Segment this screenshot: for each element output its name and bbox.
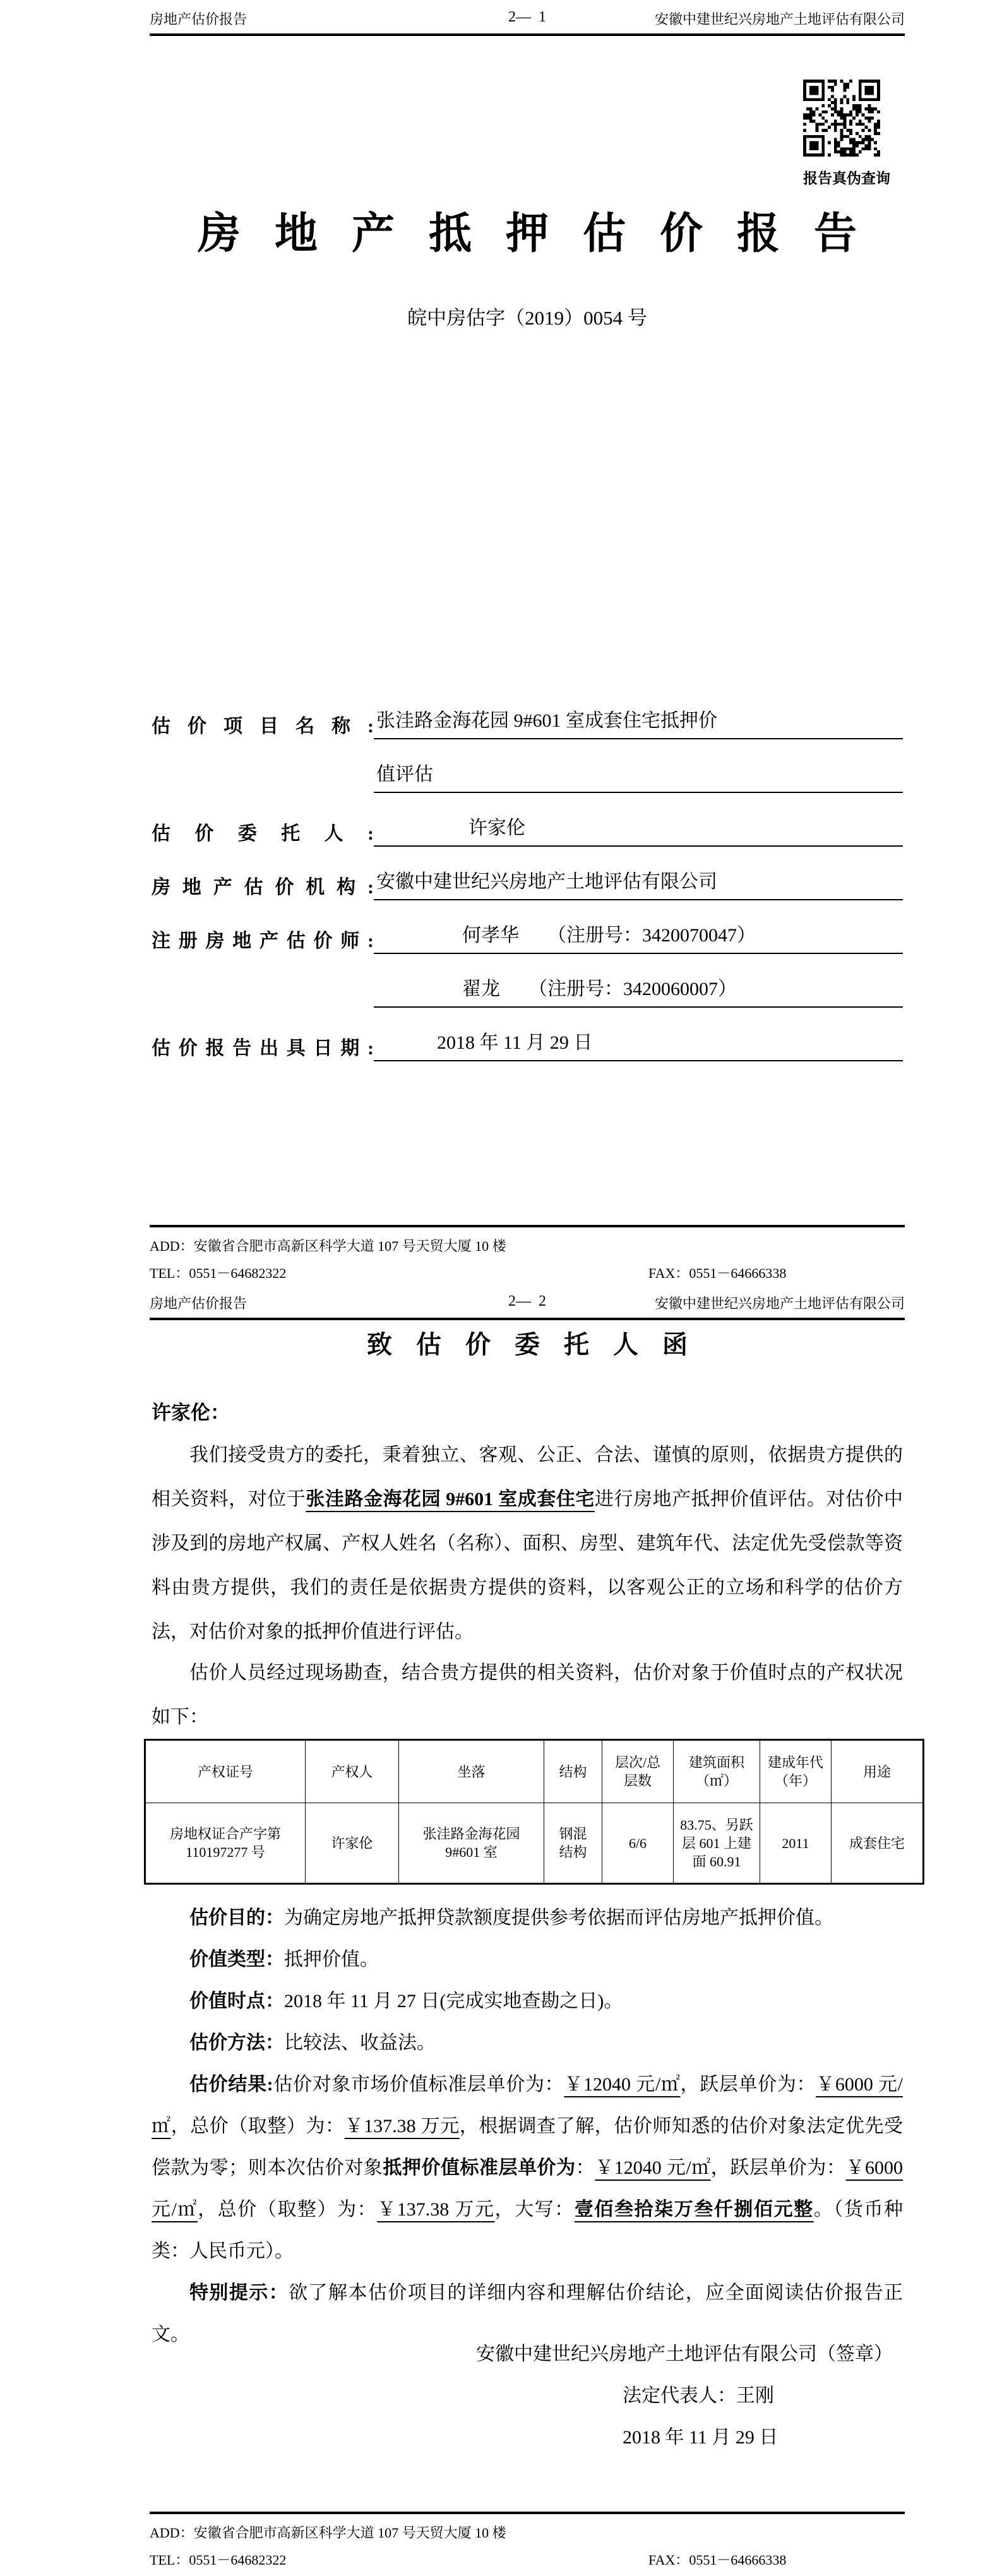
result-text: ： bbox=[575, 2157, 595, 2178]
signature-legal-rep: 法定代表人：王刚 bbox=[623, 2385, 774, 2406]
item-text: 为确定房地产抵押贷款额度提供参考依据而评估房地产抵押价值。 bbox=[284, 1907, 833, 1928]
col-header-structure: 结构 bbox=[544, 1740, 602, 1803]
page1-running-header bbox=[150, 9, 905, 36]
field-label: 房地产估价机构: bbox=[152, 877, 374, 898]
footer-fax: FAX：0551－64666338 bbox=[648, 1265, 787, 1281]
cell-location: 张洼路金海花园 9#601 室 bbox=[399, 1803, 544, 1884]
header-page-number: 2— 2 bbox=[508, 1293, 546, 1309]
field-issue-date bbox=[152, 1030, 903, 1061]
signature-company: 安徽中建世纪兴房地产土地评估有限公司（签章） bbox=[476, 2344, 893, 2364]
result-text: 估价对象市场价值标准层单价为： bbox=[273, 2074, 564, 2095]
field-agency bbox=[152, 869, 903, 900]
table-data-row bbox=[145, 1803, 924, 1884]
item-value-date bbox=[152, 1981, 903, 2022]
cell-year: 2011 bbox=[760, 1803, 832, 1884]
col-header-cert-no: 产权证号 bbox=[145, 1740, 306, 1803]
header-company-name: 安徽中建世纪兴房地产土地评估有限公司 bbox=[654, 1296, 905, 1311]
item-text: 抵押价值。 bbox=[284, 1949, 379, 1970]
result-mortgage-label: 抵押价值标准层单价为 bbox=[383, 2157, 576, 2178]
field-value: 安徽中建世纪兴房地产土地评估有限公司 bbox=[374, 869, 903, 900]
result-text: ，跃层单价为： bbox=[710, 2157, 846, 2178]
cell-area: 83.75、另跃层 601 上建面 60.91 bbox=[674, 1803, 760, 1884]
footer-address: ADD：安徽省合肥市高新区科学大道 107 号天贸大厦 10 楼 bbox=[150, 1238, 506, 1254]
page1-running-footer bbox=[150, 1225, 905, 1282]
cell-floor: 6/6 bbox=[602, 1803, 674, 1884]
result-text: ，大写： bbox=[494, 2199, 575, 2220]
col-header-area: 建筑面积（㎡） bbox=[674, 1740, 760, 1803]
valuation-result-paragraph bbox=[152, 2064, 903, 2272]
result-label: 估价结果: bbox=[189, 2074, 273, 2095]
result-text: ，总价（取整）为： bbox=[198, 2199, 378, 2220]
result-loft-price-market: ￥6000 元/㎡ bbox=[152, 2074, 904, 2137]
cell-cert-no: 房地权证合产字第 110197277 号 bbox=[145, 1803, 306, 1884]
page2-running-footer bbox=[150, 2512, 905, 2569]
field-appraiser-2 bbox=[152, 977, 903, 1008]
result-unit-price-market: ￥12040 元/㎡ bbox=[564, 2074, 681, 2095]
header-doc-type: 房地产估价报告 bbox=[150, 11, 248, 27]
col-header-floor: 层次/总层数 bbox=[602, 1740, 674, 1803]
result-unit-price-mortgage: ￥12040 元/㎡ bbox=[595, 2157, 711, 2178]
result-text: ，总价（取整）为： bbox=[170, 2116, 345, 2137]
footer-tel: TEL：0551－64682322 bbox=[150, 1265, 287, 1281]
result-text: ，根据调查了解，估价师知悉的估价对象法定优先受偿款为零；则本次估价对象 bbox=[152, 2116, 904, 2178]
cell-owner: 许家伦 bbox=[306, 1803, 399, 1884]
footer-address: ADD：安徽省合肥市高新区科学大道 107 号天贸大厦 10 楼 bbox=[150, 2525, 506, 2541]
result-total-price-mortgage: ￥137.38 万元 bbox=[377, 2199, 495, 2220]
note-label: 特别提示： bbox=[189, 2282, 289, 2303]
field-value: 值评估 bbox=[374, 762, 903, 793]
field-appraiser-1 bbox=[152, 923, 903, 954]
letter-paragraph-1 bbox=[152, 1433, 903, 1654]
signature-date: 2018 年 11 月 29 日 bbox=[623, 2427, 778, 2448]
footer-fax: FAX：0551－64666338 bbox=[648, 2552, 787, 2568]
footer-contacts bbox=[150, 2549, 905, 2569]
field-value: 许家伦 bbox=[374, 816, 903, 847]
field-value: 翟龙 （注册号：3420060007） bbox=[374, 977, 903, 1008]
field-label: 估价项目名称: bbox=[152, 716, 374, 737]
field-project-name bbox=[152, 708, 903, 739]
page2-running-header bbox=[150, 1293, 905, 1320]
salutation: 许家伦： bbox=[152, 1402, 230, 1424]
item-label: 价值类型： bbox=[189, 1949, 284, 1970]
header-doc-type: 房地产估价报告 bbox=[150, 1296, 248, 1311]
item-value-type bbox=[152, 1939, 903, 1981]
qr-code-label: 报告真伪查询 bbox=[803, 170, 890, 186]
result-loft-price-mortgage: ￥6000 元/㎡ bbox=[152, 2157, 904, 2220]
item-purpose bbox=[152, 1897, 903, 1939]
qr-verification-block bbox=[803, 80, 904, 188]
field-value: 何孝华 （注册号：3420070047） bbox=[374, 923, 903, 954]
para1-post: 进行房地产抵押价值评估。对估价中涉及到的房地产权属、产权人姓名（名称）、面积、房型、建筑年代、法定优先受偿款等资料由贵方提供，我们的责任是依据贵方提供的资料，以客观公正的立场和科学的估价方法，对估价对象的抵押价值进行评估。 bbox=[152, 1489, 904, 1642]
property-rights-table bbox=[144, 1739, 924, 1885]
col-header-location: 坐落 bbox=[399, 1740, 544, 1803]
item-text: 2018 年 11 月 27 日(完成实地查勘之日)。 bbox=[284, 1991, 623, 2012]
item-label: 估价目的： bbox=[189, 1907, 284, 1928]
table-header-row bbox=[145, 1740, 924, 1803]
item-label: 价值时点： bbox=[189, 1991, 284, 2012]
result-text: 。（货币种类：人民币元）。 bbox=[152, 2199, 904, 2262]
col-header-owner: 产权人 bbox=[306, 1740, 399, 1803]
field-client bbox=[152, 816, 903, 847]
field-value: 2018 年 11 月 29 日 bbox=[374, 1030, 903, 1061]
field-value: 张洼路金海花园 9#601 室成套住宅抵押价 bbox=[374, 708, 903, 739]
valuation-summary bbox=[152, 1897, 903, 2356]
item-text: 比较法、收益法。 bbox=[284, 2032, 436, 2053]
signature-block bbox=[152, 2334, 903, 2459]
field-label: 注册房地产估价师: bbox=[152, 931, 374, 951]
result-text: ，跃层单价为： bbox=[680, 2074, 816, 2095]
para1-pre: 我们接受贵方的委托，秉着独立、客观、公正、合法、谨慎的原则，依据贵方提供的相关资料，对位于 bbox=[152, 1445, 903, 1510]
header-page-number: 2— 1 bbox=[508, 9, 546, 25]
field-label: 估价报告出具日期: bbox=[152, 1038, 374, 1059]
report-number: 皖中房估字（2019）0054 号 bbox=[407, 307, 647, 329]
item-label: 估价方法： bbox=[189, 2032, 284, 2053]
field-label: 估价委托人: bbox=[152, 823, 374, 844]
item-method bbox=[152, 2022, 903, 2064]
note-text: 欲了解本估价项目的详细内容和理解估价结论，应全面阅读估价报告正文。 bbox=[152, 2282, 904, 2345]
result-total-price-market: ￥137.38 万元 bbox=[344, 2116, 460, 2137]
letter-paragraph-2: 估价人员经过现场勘查，结合贵方提供的相关资料，估价对象于价值时点的产权状况如下： bbox=[152, 1662, 903, 1727]
qr-code-image bbox=[803, 80, 880, 157]
result-total-in-words: 壹佰叁拾柒万叁仟捌佰元整 bbox=[574, 2199, 814, 2220]
cover-fields bbox=[152, 708, 903, 1084]
footer-tel: TEL：0551－64682322 bbox=[150, 2552, 287, 2568]
field-project-name-cont bbox=[152, 762, 903, 793]
col-header-year: 建成年代（年） bbox=[760, 1740, 832, 1803]
para1-subject: 张洼路金海花园 9#601 室成套住宅 bbox=[306, 1489, 595, 1510]
report-title: 房地产抵押估价报告 bbox=[197, 210, 891, 258]
letter-title: 致估价委托人函 bbox=[367, 1330, 712, 1359]
cell-structure: 钢混结构 bbox=[544, 1803, 602, 1884]
header-company-name: 安徽中建世纪兴房地产土地评估有限公司 bbox=[654, 11, 905, 27]
footer-contacts bbox=[150, 1263, 905, 1282]
col-header-usage: 用途 bbox=[832, 1740, 924, 1803]
cell-usage: 成套住宅 bbox=[832, 1803, 924, 1884]
